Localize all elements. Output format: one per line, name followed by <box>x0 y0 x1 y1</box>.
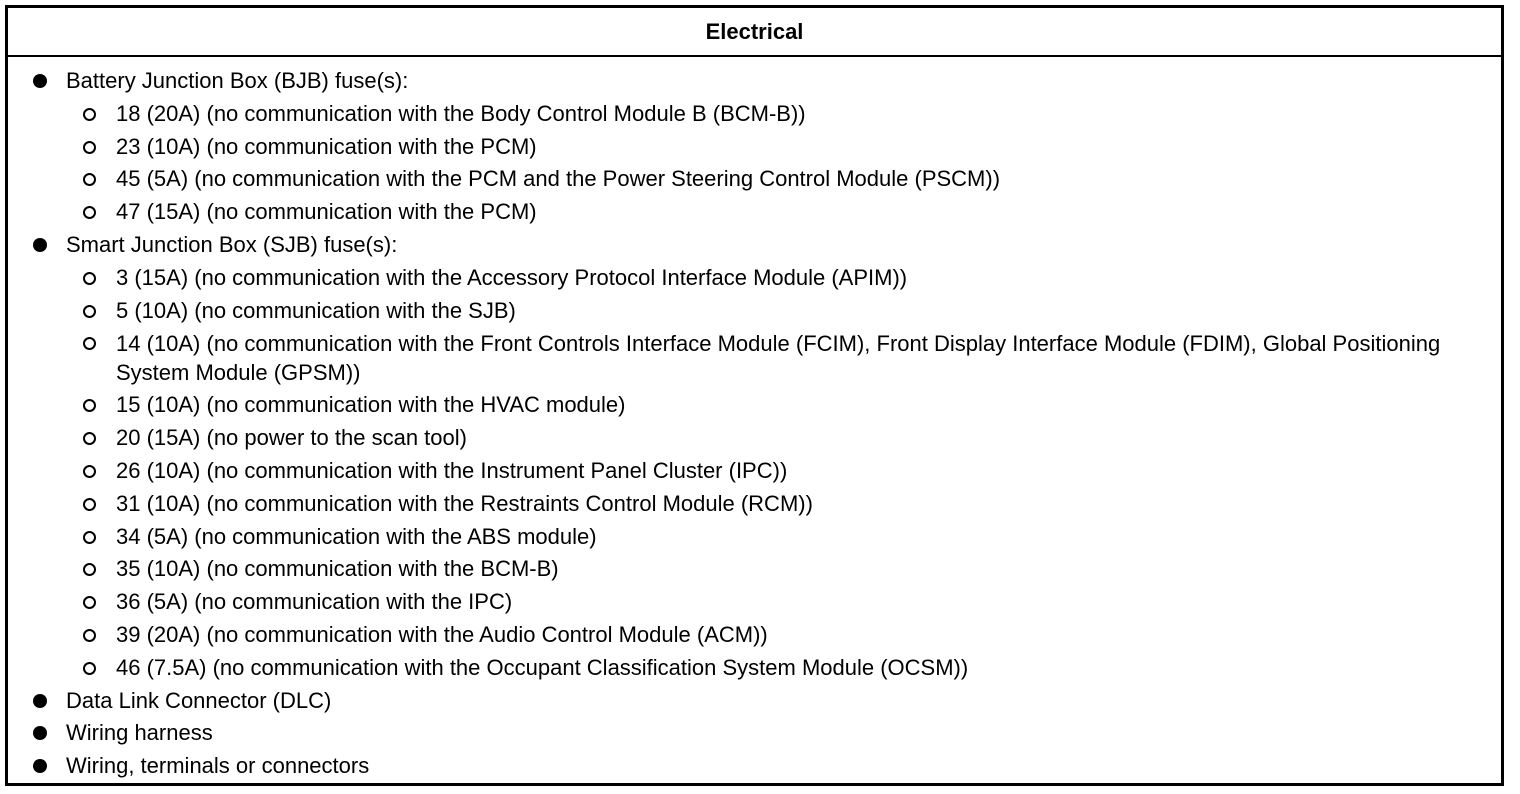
table-header: Electrical <box>8 8 1501 57</box>
open-circle-bullet-icon <box>83 662 96 675</box>
open-circle-bullet-icon <box>83 337 96 350</box>
sub-list-item-text: 26 (10A) (no communication with the Instrument Panel Cluster (IPC)) <box>116 457 788 483</box>
filled-bullet-icon <box>33 694 47 708</box>
sub-list-item <box>8 619 1501 652</box>
sub-list-item-text: 39 (20A) (no communication with the Audio Control Module (ACM)) <box>116 621 768 647</box>
sub-list-item <box>8 586 1501 619</box>
open-circle-bullet-icon <box>83 173 96 186</box>
open-circle-bullet-icon <box>83 141 96 154</box>
sub-list-item <box>8 196 1501 229</box>
sub-list-item <box>8 295 1501 328</box>
sub-list-item-text: 3 (15A) (no communication with the Accessory Protocol Interface Module (APIM)) <box>116 264 908 290</box>
sub-list-item-text: 35 (10A) (no communication with the BCM-B) <box>116 556 559 582</box>
sub-list-item-text: 47 (15A) (no communication with the PCM) <box>116 199 537 225</box>
table-body <box>8 57 1501 783</box>
list-item-label: Wiring harness <box>66 720 213 746</box>
filled-bullet-icon <box>33 238 47 252</box>
sub-list-item <box>8 98 1501 131</box>
list-item-label: Smart Junction Box (SJB) fuse(s): <box>66 231 398 257</box>
sub-list-item <box>8 389 1501 422</box>
open-circle-bullet-icon <box>83 531 96 544</box>
sub-list-item <box>8 521 1501 554</box>
sub-list-item <box>8 455 1501 488</box>
open-circle-bullet-icon <box>83 498 96 511</box>
open-circle-bullet-icon <box>83 629 96 642</box>
sub-list-item <box>8 422 1501 455</box>
sub-list-item <box>8 553 1501 586</box>
list-item-label: Wiring, terminals or connectors <box>66 753 370 779</box>
open-circle-bullet-icon <box>83 563 96 576</box>
filled-bullet-icon <box>33 74 47 88</box>
sub-list-item-text: 15 (10A) (no communication with the HVAC module) <box>116 392 626 418</box>
filled-bullet-icon <box>33 759 47 773</box>
list-item-label: Battery Junction Box (BJB) fuse(s): <box>66 68 409 93</box>
sub-list-item-text: 23 (10A) (no communication with the PCM) <box>116 133 537 159</box>
sub-list-item-text: 31 (10A) (no communication with the Restraints Control Module (RCM)) <box>116 490 813 516</box>
list-item-bjb <box>8 65 1501 98</box>
list-item-label: Data Link Connector (DLC) <box>66 687 332 713</box>
open-circle-bullet-icon <box>83 399 96 412</box>
list-item-wiring-harness <box>8 717 1501 750</box>
sub-list-item <box>8 488 1501 521</box>
sub-list-item-text: 45 (5A) (no communication with the PCM and the Power Steering Control Module (PSCM)) <box>116 166 1001 192</box>
sub-list-item-text: 46 (7.5A) (no communication with the Occupant Classification System Module (OCSM)) <box>116 654 969 680</box>
open-circle-bullet-icon <box>83 272 96 285</box>
list-item-sjb <box>8 229 1501 262</box>
open-circle-bullet-icon <box>83 206 96 219</box>
sub-list-item-text: 14 (10A) (no communication with the Front Controls Interface Module (FCIM), Front Display Interface Module (FDIM), Global Positioning System Module (GPSM)) <box>116 331 1441 386</box>
electrical-table <box>5 5 1504 786</box>
sub-list-item <box>8 262 1501 295</box>
sub-list-item-text: 5 (10A) (no communication with the SJB) <box>116 297 516 323</box>
open-circle-bullet-icon <box>83 108 96 121</box>
sub-list-item <box>8 652 1501 685</box>
sub-list-item <box>8 327 1501 389</box>
open-circle-bullet-icon <box>83 432 96 445</box>
sub-list-item <box>8 163 1501 196</box>
open-circle-bullet-icon <box>83 465 96 478</box>
sub-list-item-text: 20 (15A) (no power to the scan tool) <box>116 425 467 451</box>
list-item-wiring-terminals <box>8 750 1501 783</box>
sub-list-item <box>8 131 1501 164</box>
sub-list-item-text: 34 (5A) (no communication with the ABS module) <box>116 523 597 549</box>
sub-list-item-text: 36 (5A) (no communication with the IPC) <box>116 589 513 615</box>
list-item-dlc <box>8 685 1501 718</box>
sub-list-item-text: 18 (20A) (no communication with the Body Control Module B (BCM-B)) <box>116 100 806 126</box>
filled-bullet-icon <box>33 726 47 740</box>
open-circle-bullet-icon <box>83 596 96 609</box>
open-circle-bullet-icon <box>83 305 96 318</box>
